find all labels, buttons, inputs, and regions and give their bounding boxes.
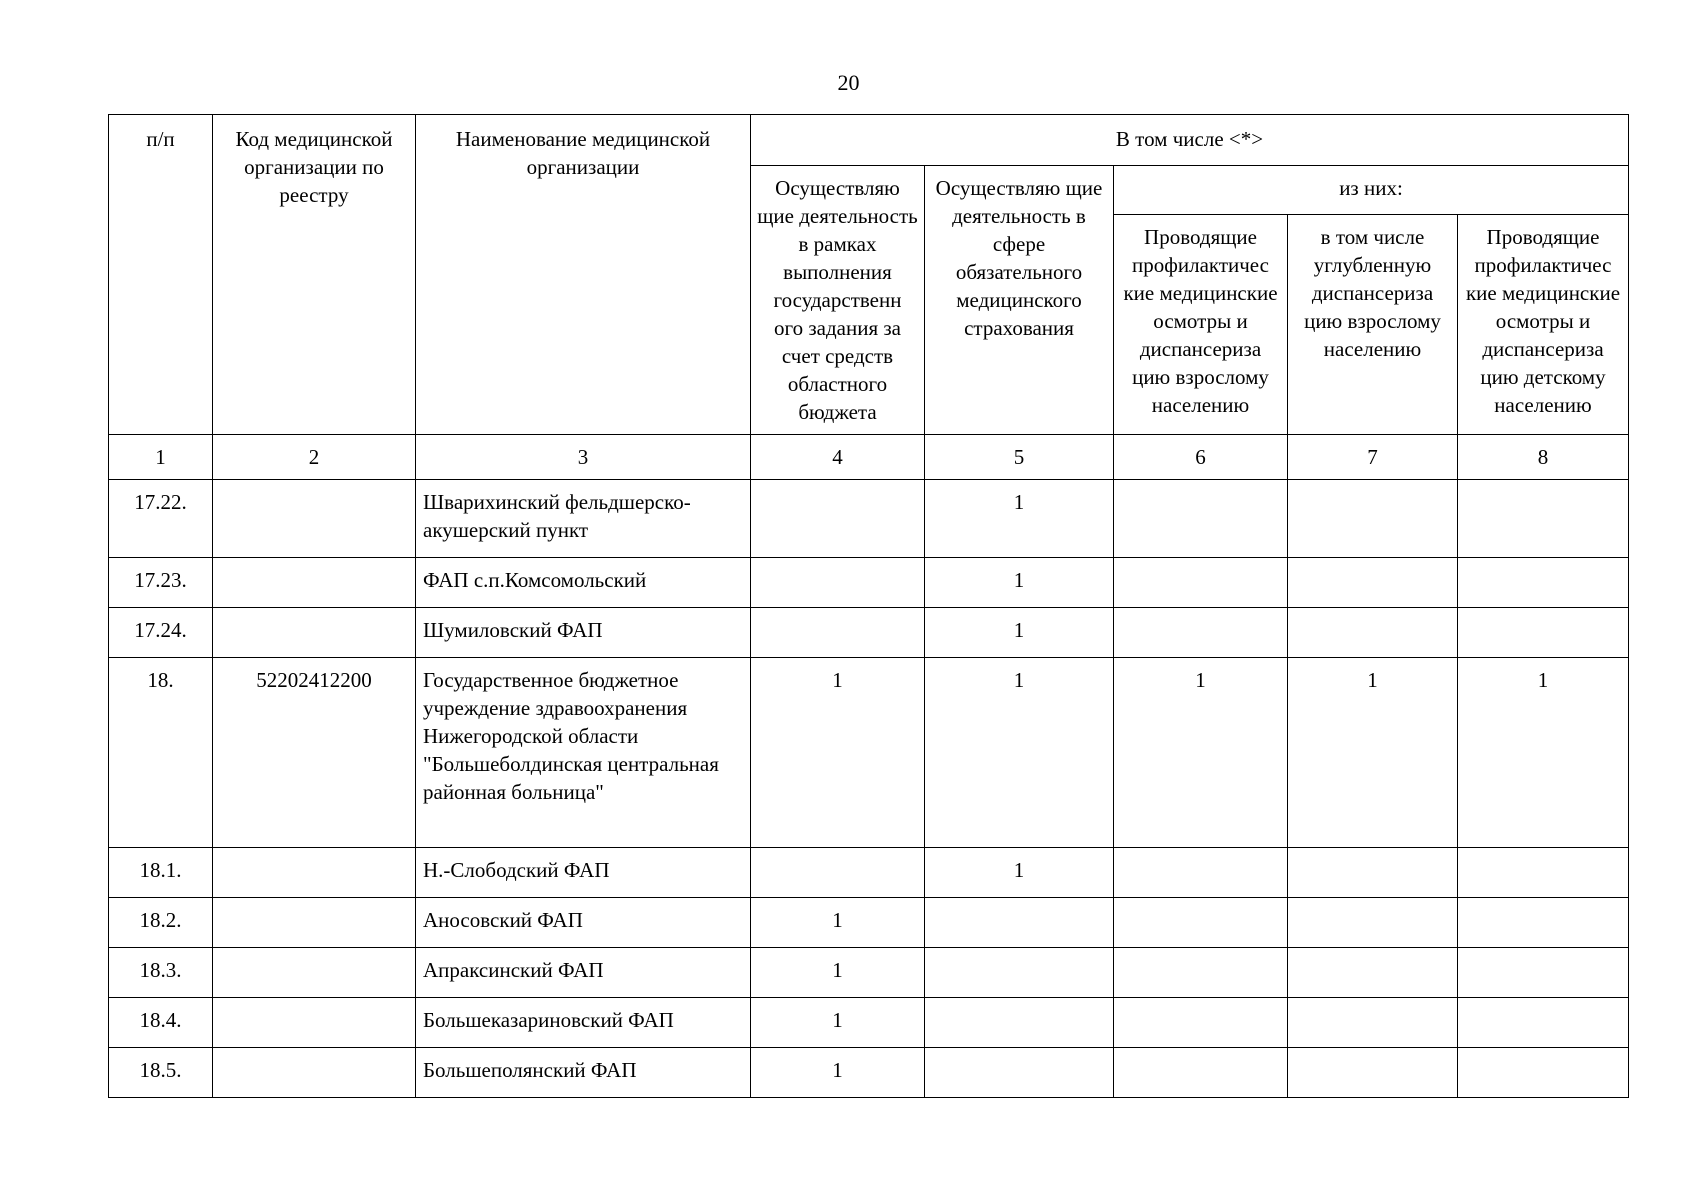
row-code xyxy=(213,898,416,948)
column-number: 7 xyxy=(1288,435,1458,480)
row-c4 xyxy=(751,848,925,898)
row-c6: 1 xyxy=(1114,658,1288,848)
table-row xyxy=(109,848,1629,898)
row-c4: 1 xyxy=(751,1048,925,1098)
row-code xyxy=(213,608,416,658)
row-num: 18.2. xyxy=(109,898,213,948)
row-c8: 1 xyxy=(1458,658,1629,848)
row-c6 xyxy=(1114,848,1288,898)
row-c8 xyxy=(1458,898,1629,948)
row-c4 xyxy=(751,558,925,608)
row-name: Большеполянский ФАП xyxy=(416,1048,751,1098)
header-col7: в том числе углубленную диспансериза цию взрослому населению xyxy=(1288,215,1458,435)
table-row xyxy=(109,608,1629,658)
row-c4: 1 xyxy=(751,998,925,1048)
table-row xyxy=(109,948,1629,998)
row-c5: 1 xyxy=(925,558,1114,608)
row-name: Апраксинский ФАП xyxy=(416,948,751,998)
row-num: 17.23. xyxy=(109,558,213,608)
row-code xyxy=(213,1048,416,1098)
row-c8 xyxy=(1458,998,1629,1048)
row-c7 xyxy=(1288,998,1458,1048)
medical-organizations-table xyxy=(108,114,1629,1098)
row-c7 xyxy=(1288,948,1458,998)
row-name: Государственное бюджетное учреждение здравоохранения Нижегородской области "Большеболдинская центральная районная больница" xyxy=(416,658,751,848)
row-num: 18.1. xyxy=(109,848,213,898)
row-c6 xyxy=(1114,1048,1288,1098)
column-number: 1 xyxy=(109,435,213,480)
row-c7 xyxy=(1288,898,1458,948)
row-num: 17.24. xyxy=(109,608,213,658)
row-c6 xyxy=(1114,948,1288,998)
row-name: Шварихинский фельдшерско-акушерский пункт xyxy=(416,480,751,558)
row-num: 17.22. xyxy=(109,480,213,558)
row-c4 xyxy=(751,608,925,658)
page-number: 20 xyxy=(837,70,860,95)
row-c8 xyxy=(1458,608,1629,658)
row-code xyxy=(213,998,416,1048)
header-group-including: В том числе <*> xyxy=(751,115,1629,166)
column-numbers-row xyxy=(109,435,1629,480)
row-code xyxy=(213,480,416,558)
row-c4: 1 xyxy=(751,658,925,848)
header-col4: Осуществляю щие деятельность в рамках выполнения государственн ого задания за счет средств областного бюджета xyxy=(751,166,925,435)
row-c6 xyxy=(1114,558,1288,608)
row-c7 xyxy=(1288,848,1458,898)
row-name: Н.-Слободский ФАП xyxy=(416,848,751,898)
row-c5: 1 xyxy=(925,608,1114,658)
table-row xyxy=(109,1048,1629,1098)
row-c5: 1 xyxy=(925,848,1114,898)
row-c7: 1 xyxy=(1288,658,1458,848)
header-col5: Осуществляю щие деятельность в сфере обязательного медицинского страхования xyxy=(925,166,1114,435)
row-c7 xyxy=(1288,608,1458,658)
header-group-of-them: из них: xyxy=(1114,166,1629,215)
table-row xyxy=(109,898,1629,948)
row-c7 xyxy=(1288,1048,1458,1098)
table-row xyxy=(109,998,1629,1048)
table-row xyxy=(109,480,1629,558)
row-c5: 1 xyxy=(925,658,1114,848)
row-c8 xyxy=(1458,1048,1629,1098)
header-name: Наименование медицинской организации xyxy=(416,115,751,435)
row-c7 xyxy=(1288,480,1458,558)
row-c4: 1 xyxy=(751,898,925,948)
row-code: 52202412200 xyxy=(213,658,416,848)
column-number: 6 xyxy=(1114,435,1288,480)
header-row-1 xyxy=(109,115,1629,166)
column-number: 4 xyxy=(751,435,925,480)
row-c4 xyxy=(751,480,925,558)
row-name: Большеказариновский ФАП xyxy=(416,998,751,1048)
column-number: 8 xyxy=(1458,435,1629,480)
row-c8 xyxy=(1458,848,1629,898)
row-c5: 1 xyxy=(925,480,1114,558)
row-c4: 1 xyxy=(751,948,925,998)
row-name: Аносовский ФАП xyxy=(416,898,751,948)
row-c8 xyxy=(1458,558,1629,608)
row-num: 18.5. xyxy=(109,1048,213,1098)
column-number: 2 xyxy=(213,435,416,480)
row-num: 18.4. xyxy=(109,998,213,1048)
row-name: Шумиловский ФАП xyxy=(416,608,751,658)
table-row xyxy=(109,558,1629,608)
row-c5 xyxy=(925,998,1114,1048)
column-number: 5 xyxy=(925,435,1114,480)
row-c6 xyxy=(1114,898,1288,948)
row-c5 xyxy=(925,1048,1114,1098)
row-code xyxy=(213,948,416,998)
row-num: 18.3. xyxy=(109,948,213,998)
row-c7 xyxy=(1288,558,1458,608)
column-number: 3 xyxy=(416,435,751,480)
row-c6 xyxy=(1114,480,1288,558)
row-code xyxy=(213,558,416,608)
header-col8: Проводящие профилактичес кие медицинские осмотры и диспансериза цию детскому населению xyxy=(1458,215,1629,435)
table-row xyxy=(109,658,1629,848)
row-name: ФАП с.п.Комсомольский xyxy=(416,558,751,608)
row-c5 xyxy=(925,898,1114,948)
row-c8 xyxy=(1458,948,1629,998)
header-col6: Проводящие профилактичес кие медицинские осмотры и диспансериза цию взрослому населению xyxy=(1114,215,1288,435)
row-num: 18. xyxy=(109,658,213,848)
row-code xyxy=(213,848,416,898)
row-c6 xyxy=(1114,998,1288,1048)
header-code: Код медицинской организации по реестру xyxy=(213,115,416,435)
row-c8 xyxy=(1458,480,1629,558)
header-num: п/п xyxy=(109,115,213,435)
row-c5 xyxy=(925,948,1114,998)
row-c6 xyxy=(1114,608,1288,658)
